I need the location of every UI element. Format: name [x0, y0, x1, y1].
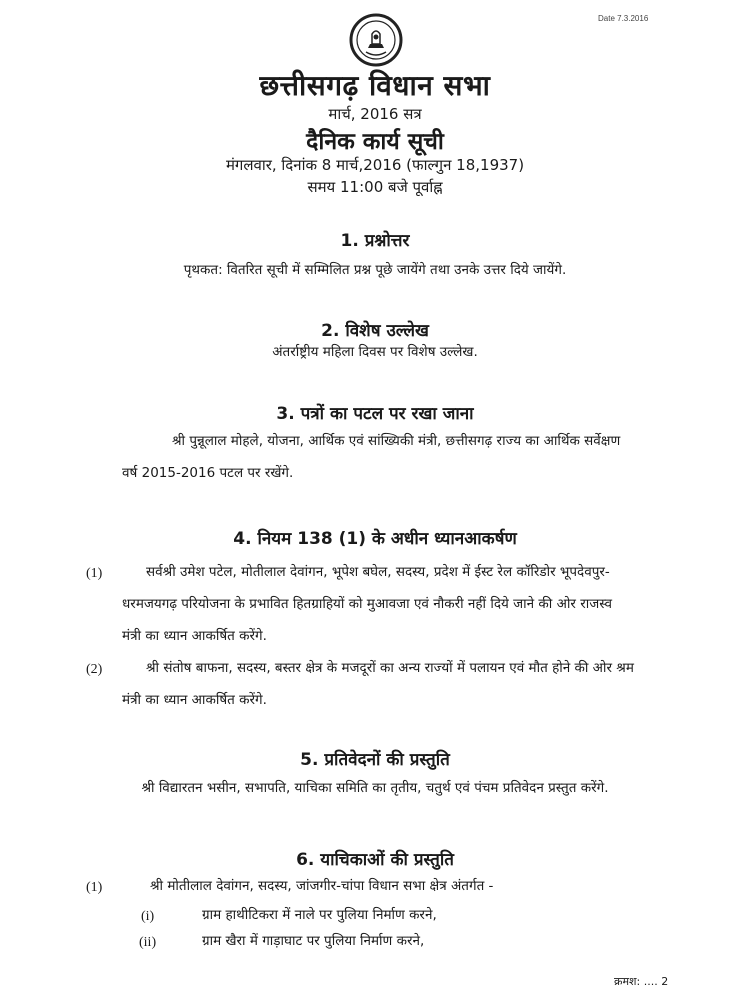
section-4-item-1-number: (1)	[86, 566, 103, 581]
section-6-subitem-ii-number: (ii)	[139, 935, 157, 950]
section-4-heading: 4. नियम 138 (1) के अधीन ध्यानआकर्षण	[233, 529, 517, 549]
continued-footer: क्रमश: .... 2	[614, 975, 669, 988]
section-5-text: श्री विद्यारतन भसीन, सभापति, याचिका समिति का तृतीय, चतुर्थ एवं पंचम प्रतिवेदन प्रस्तुत करेंगे.	[141, 780, 609, 796]
section-2-heading: 2. विशेष उल्लेख	[321, 321, 429, 341]
section-6-subitem-i-number: (i)	[141, 909, 155, 924]
section-6-subitem-ii-text: ग्राम खैरा में गाड़ाघाट पर पुलिया निर्माण करने,	[202, 933, 425, 949]
section-4-item-2-line-1: श्री संतोष बाफना, सदस्य, बस्तर क्षेत्र के मजदूरों का अन्य राज्यों में पलायन एवं मौत होने की ओर श्रम	[146, 660, 634, 676]
section-6-item-1-text: श्री मोतीलाल देवांगन, सदस्य, जांजगीर-चांपा विधान सभा क्षेत्र अंतर्गत -	[150, 878, 494, 894]
section-6-heading: 6. याचिकाओं की प्रस्तुति	[296, 850, 454, 870]
date-line: मंगलवार, दिनांक 8 मार्च,2016 (फाल्गुन 18,1937)	[225, 156, 525, 174]
section-3-line-2: वर्ष 2015-2016 पटल पर रखेंगे.	[122, 465, 294, 481]
section-4-item-2-line-2: मंत्री का ध्यान आकर्षित करेंगे.	[122, 692, 267, 708]
assembly-title: छत्तीसगढ़ विधान सभा	[259, 69, 491, 102]
section-3-line-1: श्री पुन्नूलाल मोहले, योजना, आर्थिक एवं सांख्यिकी मंत्री, छत्तीसगढ़ राज्य का आर्थिक सर्वेक्षण	[172, 433, 621, 449]
section-6-item-1-number: (1)	[86, 880, 103, 895]
agenda-title: दैनिक कार्य सूची	[306, 129, 444, 155]
section-4-item-1-line-3: मंत्री का ध्यान आकर्षित करेंगे.	[122, 628, 267, 644]
section-1-text: पृथकत: वितरित सूची में सम्मिलित प्रश्न पूछे जायेंगे तथा उनके उत्तर दिये जायेंगे.	[183, 262, 567, 278]
assembly-emblem-icon	[348, 12, 404, 68]
section-3-heading: 3. पत्रों का पटल पर रखा जाना	[276, 404, 474, 424]
section-4-item-1-line-1: सर्वश्री उमेश पटेल, मोतीलाल देवांगन, भूपेश बघेल, सदस्य, प्रदेश में ईस्ट रेल कॉरिडोर भूपदेवपुर-	[146, 564, 610, 580]
section-2-text: अंतर्राष्ट्रीय महिला दिवस पर विशेष उल्लेख.	[272, 344, 478, 360]
section-4-item-1-line-2: धरमजयगढ़ परियोजना के प्रभावित हितग्राहियों को मुआवजा एवं नौकरी नहीं दिये जाने की ओर राजस्व	[122, 596, 612, 612]
section-6-subitem-i-text: ग्राम हाथीटिकरा में नाले पर पुलिया निर्माण करने,	[202, 907, 437, 923]
time-line: समय 11:00 बजे पूर्वाह्न	[307, 178, 443, 196]
section-1-heading: 1. प्रश्नोत्तर	[340, 231, 410, 251]
date-note: Date 7.3.2016	[598, 14, 649, 23]
section-4-item-2-number: (2)	[86, 662, 103, 677]
section-5-heading: 5. प्रतिवेदनों की प्रस्तुति	[300, 750, 450, 770]
session-label: मार्च, 2016 सत्र	[328, 105, 422, 123]
